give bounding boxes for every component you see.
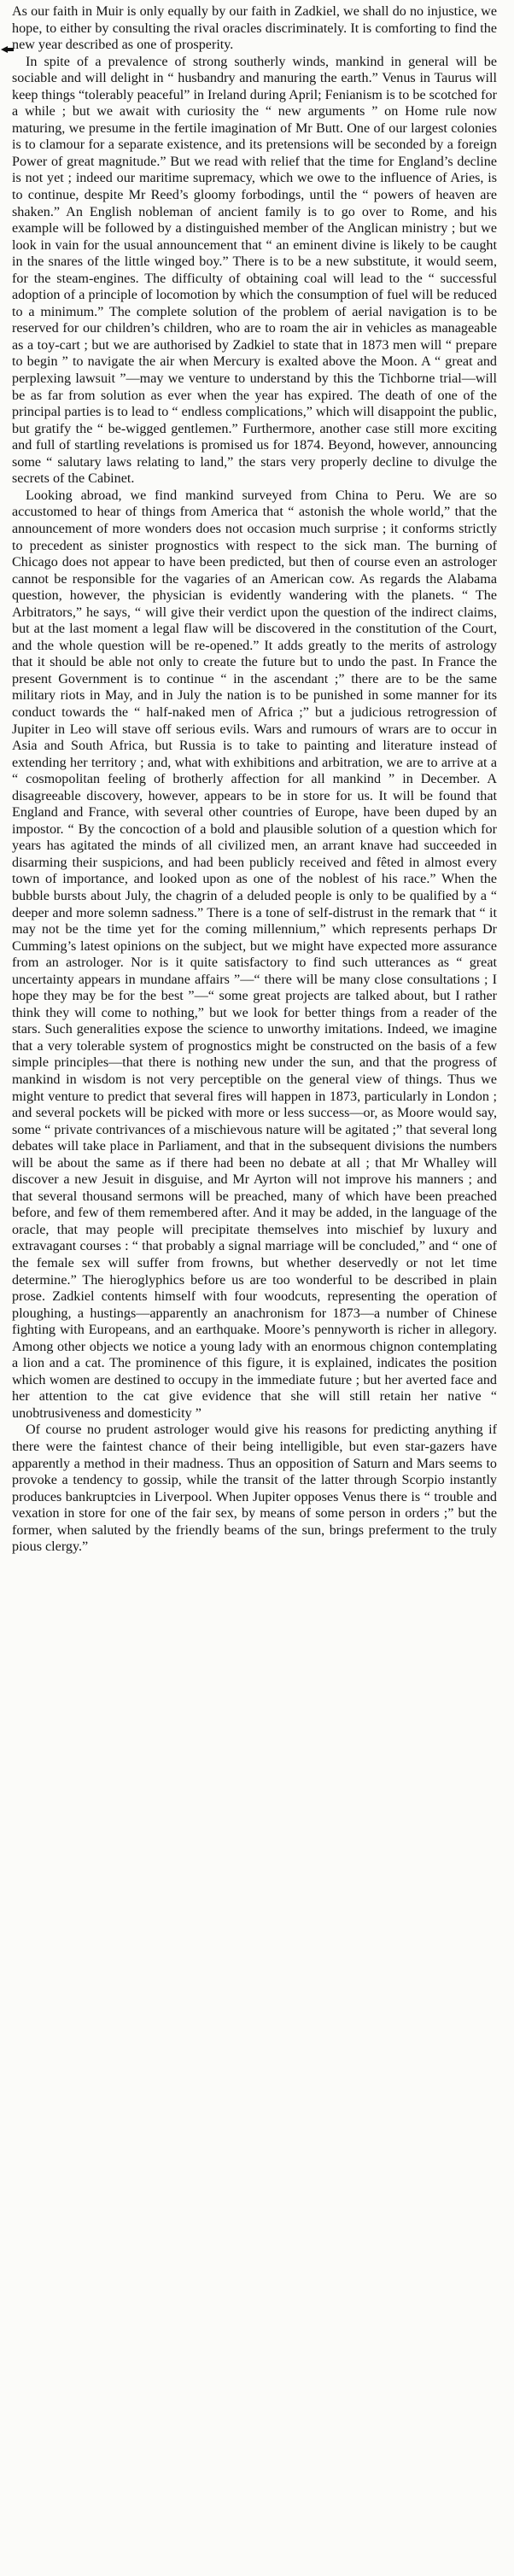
article-column (12, 3, 497, 2569)
article-paragraph-2: In spite of a prevalence of strong southerly winds, mankind in general will be sociable and will delight in “ husbandry and manuring the earth.” Venus in Taurus will keep things “tolerably peaceful” in Ireland during April; Fenianism is to be scotched for a while ; but we await with curiosity the “ new arguments ” on Home rule now maturing, we presume in the fertile imagination of Mr Butt. One of our largest colonies is to clamour for a separate existence, and its pretensions will be seconded by a foreign Power of great magnitude.” But we read with relief that the time for England’s decline is not yet ; indeed our maritime supremacy, which we owe to the influence of Aries, is to continue, despite Mr Reed’s gloomy forbodings, until the “ powers of heaven are shaken.” An English nobleman of ancient family is to go over to Rome, and his example will be followed by a distinguished member of the Anglican ministry ; but we look in vain for the usual announcement that “ an eminent divine is likely to be caught in the snares of the little winged boy.” There is to be a new substitute, it would seem, for the steam-engines. The difficulty of obtaining coal will lead to the “ successful adoption of a principle of locomotion by which the consumption of fuel will be reduced to a minimum.” The complete solution of the problem of aerial navigation is to be reserved for our children’s children, who are to roam the air in vehicles as manageable as a toy-cart ; but we are authorised by Zadkiel to state that in 1873 men will “ prepare to begin ” to navigate the air when Mercury is exalted above the Moon. A “ great and perplexing lawsuit ”—may we venture to understand by this the Tichborne trial—will be as far from solution as ever when the year has expired. The death of one of the principal parties is to lead to “ endless complications,” which will disappoint the public, but gratify the “ be-wigged gentlemen.” Furthermore, another case still more exciting and full of startling revelations is promised us for 1874. Beyond, however, announcing some “ salutary laws relating to land,” the stars very properly decline to divulge the secrets of the Cabinet. (12, 54, 497, 487)
article-paragraph-1: As our faith in Muir is only equally by our faith in Zadkiel, we shall do no injustice, we hope, to either by consulting the rival oracles discriminately. It is comforting to find the new year described as one of prosperity. (12, 4, 497, 53)
article-paragraph-3: Looking abroad, we find mankind surveyed from China to Peru. We are so accustomed to hear of things from America that “ astonish the whole world,” that the announcement of more wonders does not occasion much surprise ; it conforms strictly to precedent as sinister prognostics with respect to the sick man. The burning of Chicago does not appear to have been predicted, but then of course even an astrologer cannot be responsible for the vagaries of an American cow. As regards the Alabama question, however, the physician is evidently wandering with the planets. “ The Arbitrators,” he says, “ will give their verdict upon the question of the indirect claims, but at the last moment a legal flaw will be discovered in the constitution of the Court, and the whole question will be re-opened.” It adds greatly to the merits of astrology that it should be able not only to create the future but to undo the past. In France the present Government is to continue “ in the ascendant ;” there are to be the same military riots in May, and in July the nation is to be punished in some manner for its conduct towards the “ half-naked men of Africa ;” but a judicious retrogression of Jupiter in Leo will stave off serious evils. Wars and rumours of wrars are to occur in Asia and South Africa, but Russia is to take to painting and literature instead of extending her territory ; and, what with exhibitions and arbitration, we are to arrive at a “ cosmopolitan feeling of brotherly affection for all mankind ” in December. A disagreeable discovery, however, appears to be in store for us. It will be found that England and France, with several other countries of Europe, have been duped by an impostor. “ By the concoction of a bold and plausible solution of a question which for years has agitated the minds of all civilized men, an arrant knave had succeeded in disarming their suspicions, and had been publicly received and fêted in almost every town of importance, and looked upon as one of the noblest of his race.” When the bubble bursts about July, the chagrin of a deluded people is only to be qualified by a “ deeper and more solemn sadness.” There is a tone of self-distrust in the remark that “ it may not be the time yet for the coming millennium,” which represents perhaps Dr Cumming’s latest opinions on the subject, but we might have expected more assurance from an astrologer. Nor is it quite satisfactory to find such utterances as “ great uncertainty appears in mundane affairs ”—“ there will be many close consultations ; I hope they may be for the best ”—“ some great projects are talked about, but I rather think they will come to nothing,” but we look for better things from a reader of the stars. Such generalities expose the science to unworthy imitations. Indeed, we imagine that a very tolerable system of prognostics might be constructed on the basis of a few simple principles—that there is nothing new under the sun, and that the progress of mankind in wisdom is not very perceptible on the general view of things. Thus we might venture to predict that several fires will happen in 1873, particularly in London ; and several pockets will be picked with more or less success—or, as Moore would say, some “ private contrivances of a mischievous nature will be agitated ;” that several long debates will take place in Parliament, and that in the subsequent divisions the numbers will be about the same as if there had been no debate at all ; that Mr Whalley will discover a new Jesuit in disguise, and Mr Ayrton will not improve his manners ; and that several thousand sermons will be preached, many of which have been preached before, and few of them remembered after. And it may be added, in the language of the oracle, that may people will precipitate themselves into mischief by luxury and extravagant courses : “ that probably a signal marriage will be concluded,” and “ one of the female sex will suffer from frowns, but whether deservedly or not let time determine.” The hieroglyphics before us are too wonderful to be described in plain prose. Zadkiel contents himself with four woodcuts, representing the operation of ploughing, a hustings—apparently an anachronism for 1873—a number of Chinese fighting with Europeans, and an earthquake. Moore’s pennyworth is richer in allegory. Among other objects we notice a young lady with an enormous chignon contemplating a lion and a cat. The prominence of this figure, it is explained, indicates the position which women are destined to occupy in the immediate future ; but her averted face and her attention to the cat give evidence that she will still retain her native “ unobtrusiveness and domesticity ” (12, 488, 497, 1421)
article-paragraph-4: Of course no prudent astrologer would give his reasons for predicting anything if there were the faintest chance of their being intelligible, but even star-gazers have apparently a method in their madness. Thus an opposition of Saturn and Mars seems to provoke a tendency to gossip, while the transit of the latter through Scorpio instantly produces bankruptcies in Liverpool. When Jupiter opposes Venus there is “ trouble and vexation in store for one of the fair sex, by means of some person in orders ;” but the former, when saluted by the friendly beams of the sun, brings preferment to the truly pious clergy.” (12, 1422, 497, 1555)
